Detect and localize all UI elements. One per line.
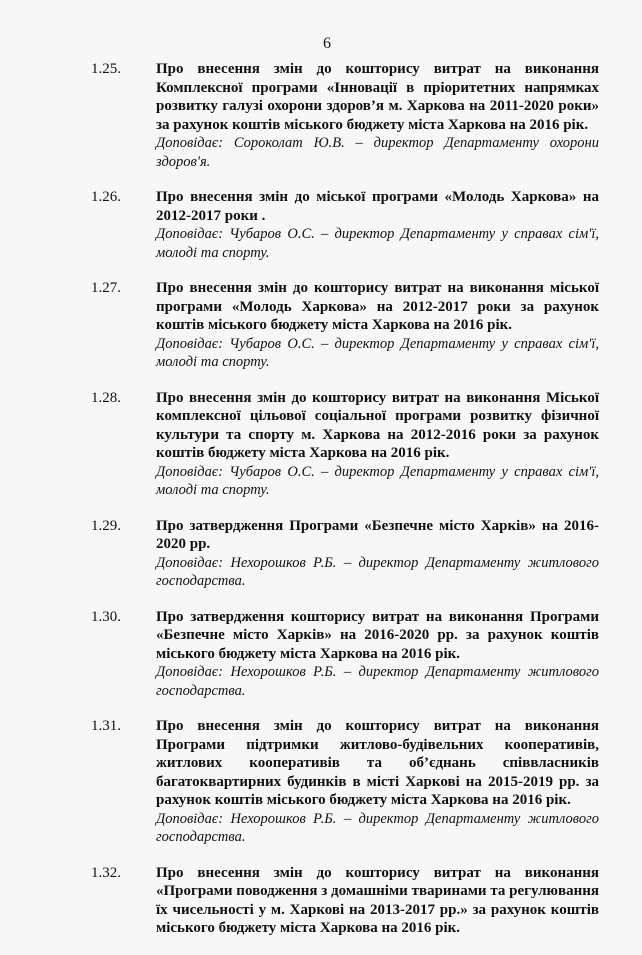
agenda-list: [91, 60, 599, 955]
item-speaker: Доповідає: Чубаров О.С. – директор Департаменту у справах сім'ї, молоді та спорту.: [156, 463, 599, 498]
item-speaker: Доповідає: Нехорошков Р.Б. – директор Департаменту житлового господарства.: [156, 554, 599, 589]
agenda-item: [91, 717, 599, 847]
agenda-item: [91, 279, 599, 372]
item-speaker: Доповідає: Нехорошков Р.Б. – директор Департаменту житлового господарства.: [156, 664, 599, 699]
item-number: 1.29.: [91, 517, 121, 534]
item-number: 1.26.: [91, 189, 121, 205]
item-speaker: Доповідає: Чубаров О.С. – директор Департаменту у справах сім'ї, молоді та спорту.: [156, 226, 599, 261]
item-number: 1.30.: [91, 608, 121, 625]
item-title: Про внесення змін до міської програми «Молодь Харкова» на 2012-2017 роки .: [156, 189, 599, 224]
item-speaker: Доповідає: Сороколат Ю.В. – директор Департаменту охорони здоров'я.: [156, 135, 599, 170]
item-title: Про затвердження Програми «Безпечне місто Харків» на 2016-2020 рр.: [156, 517, 599, 552]
page-number: 6: [323, 35, 331, 52]
item-title: Про внесення змін до кошторису витрат на виконання міської програми «Молодь Харкова» на 2012-2017 роки за рахунок коштів міського бюджету міста Харкова на 2016 рік.: [156, 280, 599, 333]
item-title: Про внесення змін до кошторису витрат на виконання Програми підтримки житлово-будівельних кооперативів, житлових кооперативів та об’єднань співвласників багатоквартирних будинків в місті Харкові на 2015-2019 рр. за рахунок коштів міського бюджету міста Харкова на 2016 рік.: [156, 718, 599, 808]
item-speaker: Доповідає: Нехорошков Р.Б. – директор Департаменту житлового господарства.: [156, 810, 599, 845]
item-number: 1.25.: [91, 61, 121, 77]
item-title: Про внесення змін до кошторису витрат на виконання Міської комплексної цільової соціальної програми розвитку фізичної культури та спорту м. Харкова на 2012-2016 роки за рахунок коштів бюджету міста Харкова на 2016 рік.: [156, 389, 599, 461]
item-number: 1.28.: [91, 389, 121, 406]
item-number: 1.27.: [91, 280, 121, 296]
item-number: 1.32.: [91, 864, 121, 881]
item-title: Про затвердження кошторису витрат на виконання Програми «Безпечне місто Харків» на 2016-2020 рр. за рахунок коштів міського бюджету міста Харкова на 2016 рік.: [156, 608, 599, 662]
item-speaker: Доповідає: Чубаров О.С. – директор Департаменту у справах сім'ї, молоді та спорту.: [156, 335, 599, 370]
agenda-item: [91, 608, 599, 701]
agenda-item: [91, 188, 599, 262]
agenda-item: [91, 389, 599, 500]
item-title: Про внесення змін до кошторису витрат на виконання «Програми поводження з домашніми тваринами та регулювання їх чисельності у м. Харкові на 2013-2017 рр.» за рахунок коштів міського бюджету міста Харкова на 2016 рік.: [156, 864, 599, 936]
agenda-item: [91, 864, 599, 938]
item-title: Про внесення змін до кошторису витрат на виконання Комплексної програми «Інновації в пріоритетних напрямках розвитку галузі охорони здоров’я м. Харкова на 2011-2020 роки» за рахунок коштів міського бюджету міста Харкова на 2016 рік.: [156, 61, 599, 133]
agenda-item: [91, 517, 599, 591]
agenda-item: [91, 60, 599, 171]
item-number: 1.31.: [91, 718, 121, 734]
